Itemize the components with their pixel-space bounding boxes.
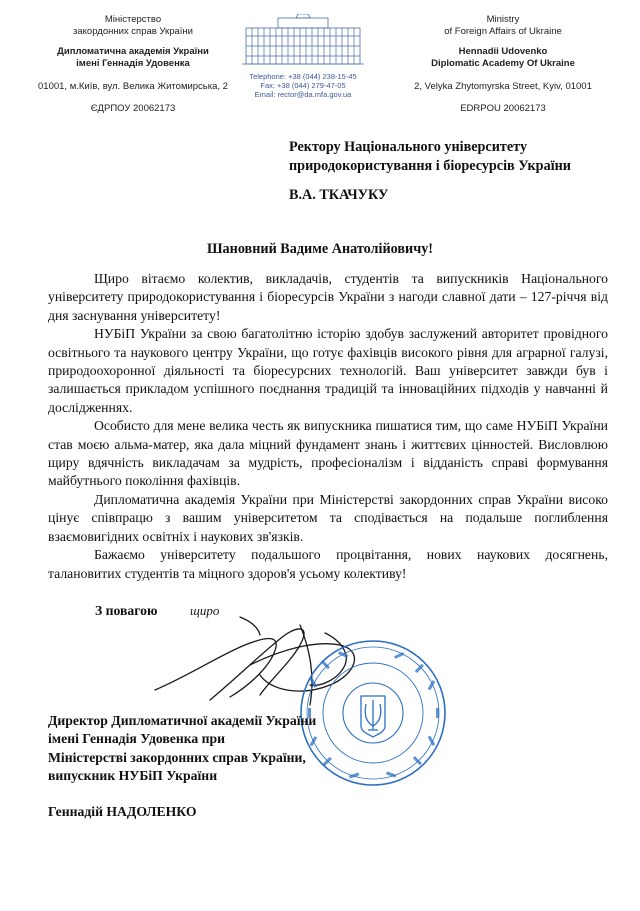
ministry-name-en-2: of Foreign Affairs of Ukraine	[444, 25, 562, 37]
edrpou-ua: ЄДРПОУ 20062173	[90, 103, 176, 114]
official-stamp	[298, 638, 448, 788]
signatory-line: Міністерстві закордонних справ України,	[48, 749, 306, 765]
ministry-name-en: Ministry	[486, 14, 520, 25]
contact-info	[238, 72, 368, 99]
academy-name-en-2: Diplomatic Academy Of Ukraine	[431, 57, 575, 69]
email-text: Email: rector@da.mfa.gov.ua	[254, 90, 352, 99]
ministry-name-ua: Міністерство	[104, 14, 162, 25]
fax-text: Fax: +38 (044) 279-47-05	[260, 81, 346, 90]
closing-regards: З повагою	[95, 603, 158, 618]
academy-name-ua: Дипломатична академія України	[57, 46, 209, 57]
edrpou-en: EDRPOU 20062173	[460, 103, 546, 114]
ministry-name-ua-2: закордонних справ України	[73, 25, 193, 37]
signatory-line: імені Геннадія Удовенка при	[48, 731, 226, 747]
letterhead-right	[378, 14, 628, 114]
recipient-line: Ректору Національного університету	[289, 139, 528, 155]
signatory-name: Геннадій НАДОЛЕНКО	[48, 804, 197, 819]
letterhead-left	[18, 14, 248, 114]
academy-name-en: Hennadii Udovenko	[458, 46, 548, 57]
academy-building-logo	[238, 14, 368, 70]
paragraph: НУБіП України за свою багатолітню історію здобув заслужений авторитет провідного освітнього та наукового центру України, що готує фахівців високого рівня для аграрної галузі, природоохоронної діяльності та біоресурсних технологій. Ваш університет завжди був і залишається прикладом успішного поєднання традицій та інноваційних підходів у навчанні й дослідженнях.	[48, 326, 608, 415]
signatory-block	[48, 712, 316, 786]
paragraph: Дипломатична академія України при Міністерстві закордонних справ України високо цінує співпрацю з вашим університетом та сподівається на подальше поглиблення взаємовигідних освітніх і наукових зв'язків.	[48, 491, 608, 544]
salutation: Шановний Вадиме Анатолійовичу!	[206, 241, 434, 257]
phone-text: Telephone: +38 (044) 238-15-45	[249, 72, 357, 81]
paragraph: Особисто для мене велика честь як випускника пишатися тим, що саме НУБіП України став моєю альма-матер, яка дала міцний фундамент знань і життєвих цінностей. Висловлюю щиру вдячність викладачам за мудрість, професіоналізм і відданість справі формування майбутнього покоління фахівців.	[48, 418, 608, 489]
recipient-line: природокористування і біоресурсів України	[289, 158, 571, 174]
signatory-line: випускник НУБіП України	[48, 768, 218, 784]
recipient-title	[289, 138, 629, 176]
address-ua: 01001, м.Київ, вул. Велика Житомирська, 2	[38, 81, 228, 92]
letter-body	[48, 270, 608, 583]
signatory-line: Директор Дипломатичної академії України	[48, 713, 317, 728]
recipient-name: В.А. ТКАЧУКУ	[289, 187, 389, 203]
paragraph: Бажаємо університету подальшого процвітання, нових наукових досягнень, талановитих студентів та міцного здоров'я усьому колективу!	[48, 547, 608, 581]
handwritten-note: щиро	[190, 603, 220, 618]
academy-name-ua-2: імені Геннадія Удовенка	[76, 57, 190, 69]
address-en: 2, Velyka Zhytomyrska Street, Kyiv, 01001	[414, 81, 592, 92]
paragraph: Щиро вітаємо колектив, викладачів, студентів та випускників Національного університету природокористування і біоресурсів України з нагоди славної дати – 127-річчя від дня заснування університету!	[48, 271, 608, 323]
